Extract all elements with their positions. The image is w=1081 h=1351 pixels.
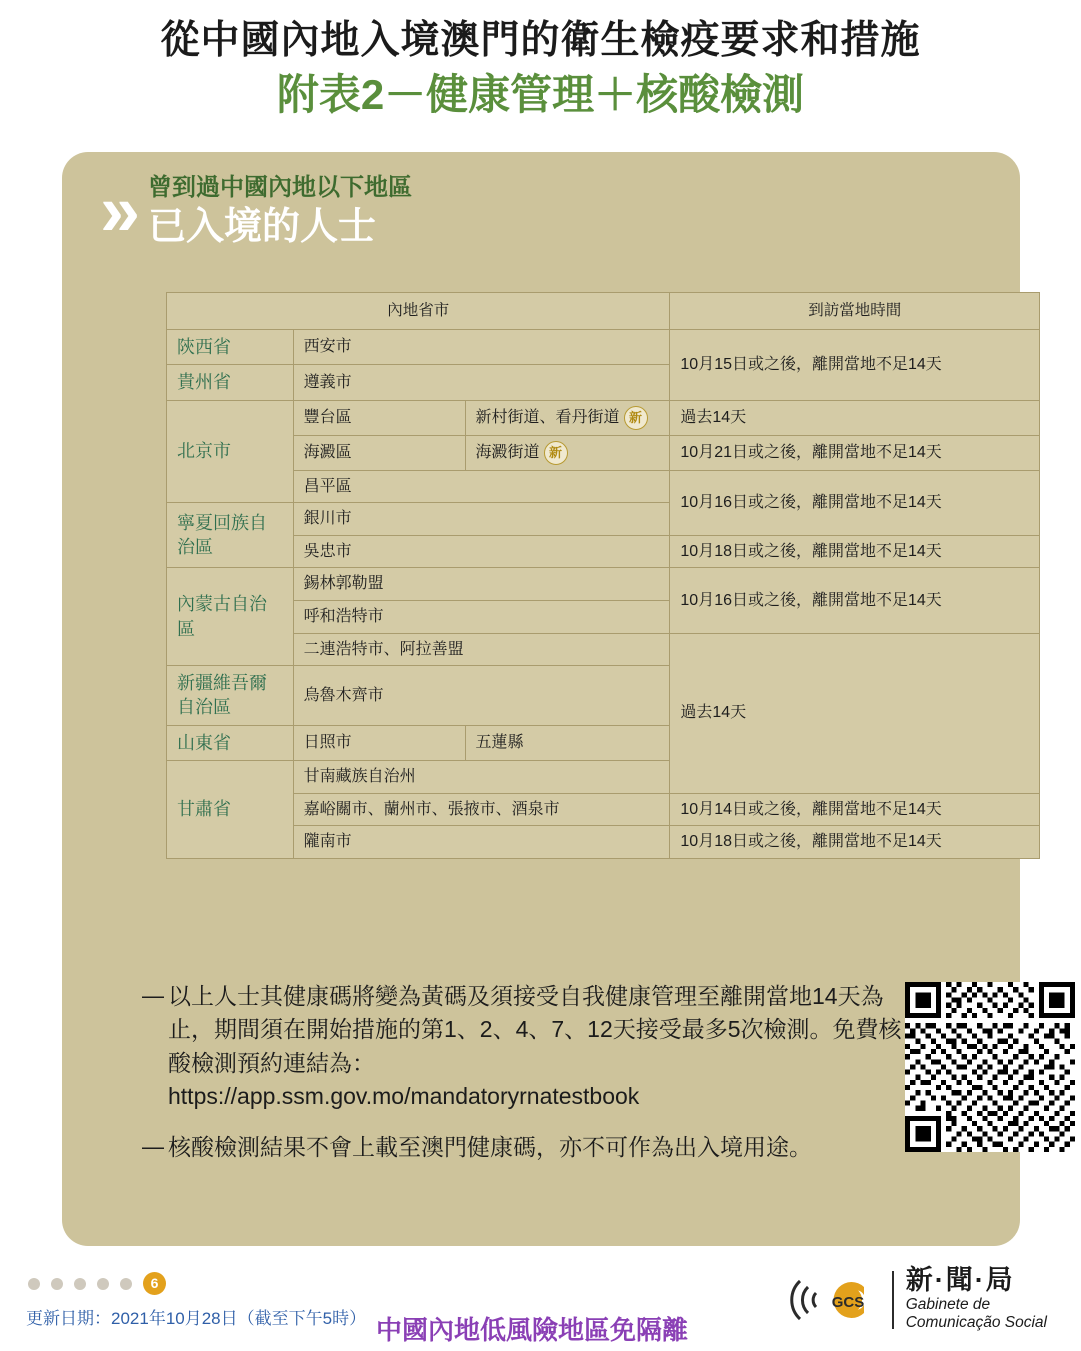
province-cell: 內蒙古自治區 [167, 568, 294, 666]
table-row [167, 793, 1040, 826]
city-cell: 呼和浩特市 [293, 600, 670, 633]
logo-title-pt-1: Gabinete de [905, 1295, 991, 1313]
page-dot [74, 1278, 86, 1290]
update-date: 更新日期：2021年10月28日（截至下午5時） [26, 1309, 367, 1328]
time-cell: 10月16日或之後，離開當地不足14天 [670, 568, 1040, 633]
table-row [167, 400, 1040, 435]
table-row [167, 633, 1040, 666]
city-cell: 豐台區 [293, 400, 465, 435]
booking-link[interactable]: https://app.ssm.gov.mo/mandatoryrnatestbook [168, 1083, 640, 1110]
note-2-text: 核酸檢測結果不會上載至澳門健康碼，亦不可作為出入境用途。 [168, 1134, 812, 1161]
time-cell: 過去14天 [670, 400, 1040, 435]
subregion-cell [465, 435, 670, 470]
gcs-emblem-icon [786, 1267, 882, 1333]
page-indicator [28, 1272, 166, 1295]
note-item-2 [142, 1131, 922, 1164]
city-cell: 銀川市 [293, 503, 670, 536]
logo-divider [892, 1271, 894, 1329]
qr-code-image [905, 982, 1075, 1152]
page-subtitle: 附表2－健康管理＋核酸檢測 [276, 70, 805, 118]
city-cell: 甘南藏族自治州 [293, 761, 670, 794]
logo-title-pt-2: Comunicação Social [905, 1314, 1047, 1332]
qr-code [905, 982, 1075, 1152]
city-cell: 海澱區 [293, 435, 465, 470]
city-cell: 吳忠市 [293, 535, 670, 568]
province-cell: 新疆維吾爾自治區 [167, 666, 294, 726]
table-row [167, 826, 1040, 859]
note-1-body: 以上人士其健康碼將變為黃碼及須接受自我健康管理至離開當地14天為止，期間須在開始措施的第1、2、4、7、12天接受最多5次檢測。免費核酸檢測預約連結為： [168, 983, 902, 1076]
new-badge: 新 [624, 406, 648, 430]
subregion-cell: 五蓮縣 [465, 725, 670, 760]
table-row [167, 330, 1040, 365]
city-cell: 遵義市 [293, 365, 670, 400]
city-cell: 日照市 [293, 725, 465, 760]
note-item-1 [142, 980, 922, 1113]
subregion-label: 新村街道、看丹街道 [475, 408, 620, 426]
time-cell: 10月18日或之後，離開當地不足14天 [670, 826, 1040, 859]
time-cell: 過去14天 [670, 633, 1040, 793]
column-header-time: 到訪當地時間 [670, 293, 1040, 330]
city-cell: 烏魯木齊市 [293, 666, 670, 726]
page-dot [28, 1278, 40, 1290]
subregion-label: 海澱街道 [475, 443, 540, 461]
province-cell: 北京市 [167, 400, 294, 503]
column-header-regions: 內地省市 [167, 293, 670, 330]
page-dot-active: 6 [143, 1272, 166, 1295]
province-cell: 貴州省 [167, 365, 294, 400]
table-row [167, 535, 1040, 568]
table-row [167, 568, 1040, 601]
card-header-line1: 曾到過中國內地以下地區 [148, 174, 413, 201]
table-row [167, 435, 1040, 470]
city-cell: 嘉峪關市、蘭州市、張掖市、酒泉市 [293, 793, 670, 826]
time-cell: 10月15日或之後，離開當地不足14天 [670, 330, 1040, 401]
time-cell: 10月14日或之後，離開當地不足14天 [670, 793, 1040, 826]
regions-table-wrapper [166, 292, 1040, 859]
table-header-row [167, 293, 1040, 330]
city-cell: 隴南市 [293, 826, 670, 859]
highlight-text: 中國內地低風險地區免隔離 [375, 1315, 688, 1345]
card-header [100, 171, 413, 251]
province-cell: 山東省 [167, 725, 294, 760]
province-cell: 甘肅省 [167, 761, 294, 859]
province-cell: 寧夏回族自治區 [167, 503, 294, 568]
svg-text:GCS: GCS [831, 1293, 864, 1311]
double-chevron-icon: » [100, 171, 133, 251]
city-cell: 二連浩特市、阿拉善盟 [293, 633, 670, 666]
time-cell: 10月21日或之後，離開當地不足14天 [670, 435, 1040, 470]
city-cell: 昌平區 [293, 470, 670, 503]
new-badge: 新 [544, 441, 568, 465]
city-cell: 西安市 [293, 330, 670, 365]
note-dash-icon: — [142, 1134, 164, 1160]
subregion-cell [465, 400, 670, 435]
city-cell: 錫林郭勒盟 [293, 568, 670, 601]
note-1-text [168, 980, 922, 1113]
page-header [0, 0, 1081, 121]
card-header-line2: 已入境的人士 [148, 205, 377, 248]
note-dash-icon: — [142, 983, 164, 1008]
logo-title-cn: 新·聞·局 [905, 1265, 1015, 1296]
time-cell: 10月18日或之後，離開當地不足14天 [670, 535, 1040, 568]
page-title: 從中國內地入境澳門的衛生檢疫要求和措施 [160, 19, 921, 62]
gcs-logo-mark-icon [786, 1267, 882, 1333]
page-dot [120, 1278, 132, 1290]
page-dot [97, 1278, 109, 1290]
logo-text [906, 1266, 1047, 1333]
page-dot [51, 1278, 63, 1290]
regions-table [166, 292, 1040, 859]
province-cell: 陝西省 [167, 330, 294, 365]
time-cell: 10月16日或之後，離開當地不足14天 [670, 470, 1040, 535]
gcs-logo [786, 1266, 1047, 1333]
table-row [167, 470, 1040, 503]
